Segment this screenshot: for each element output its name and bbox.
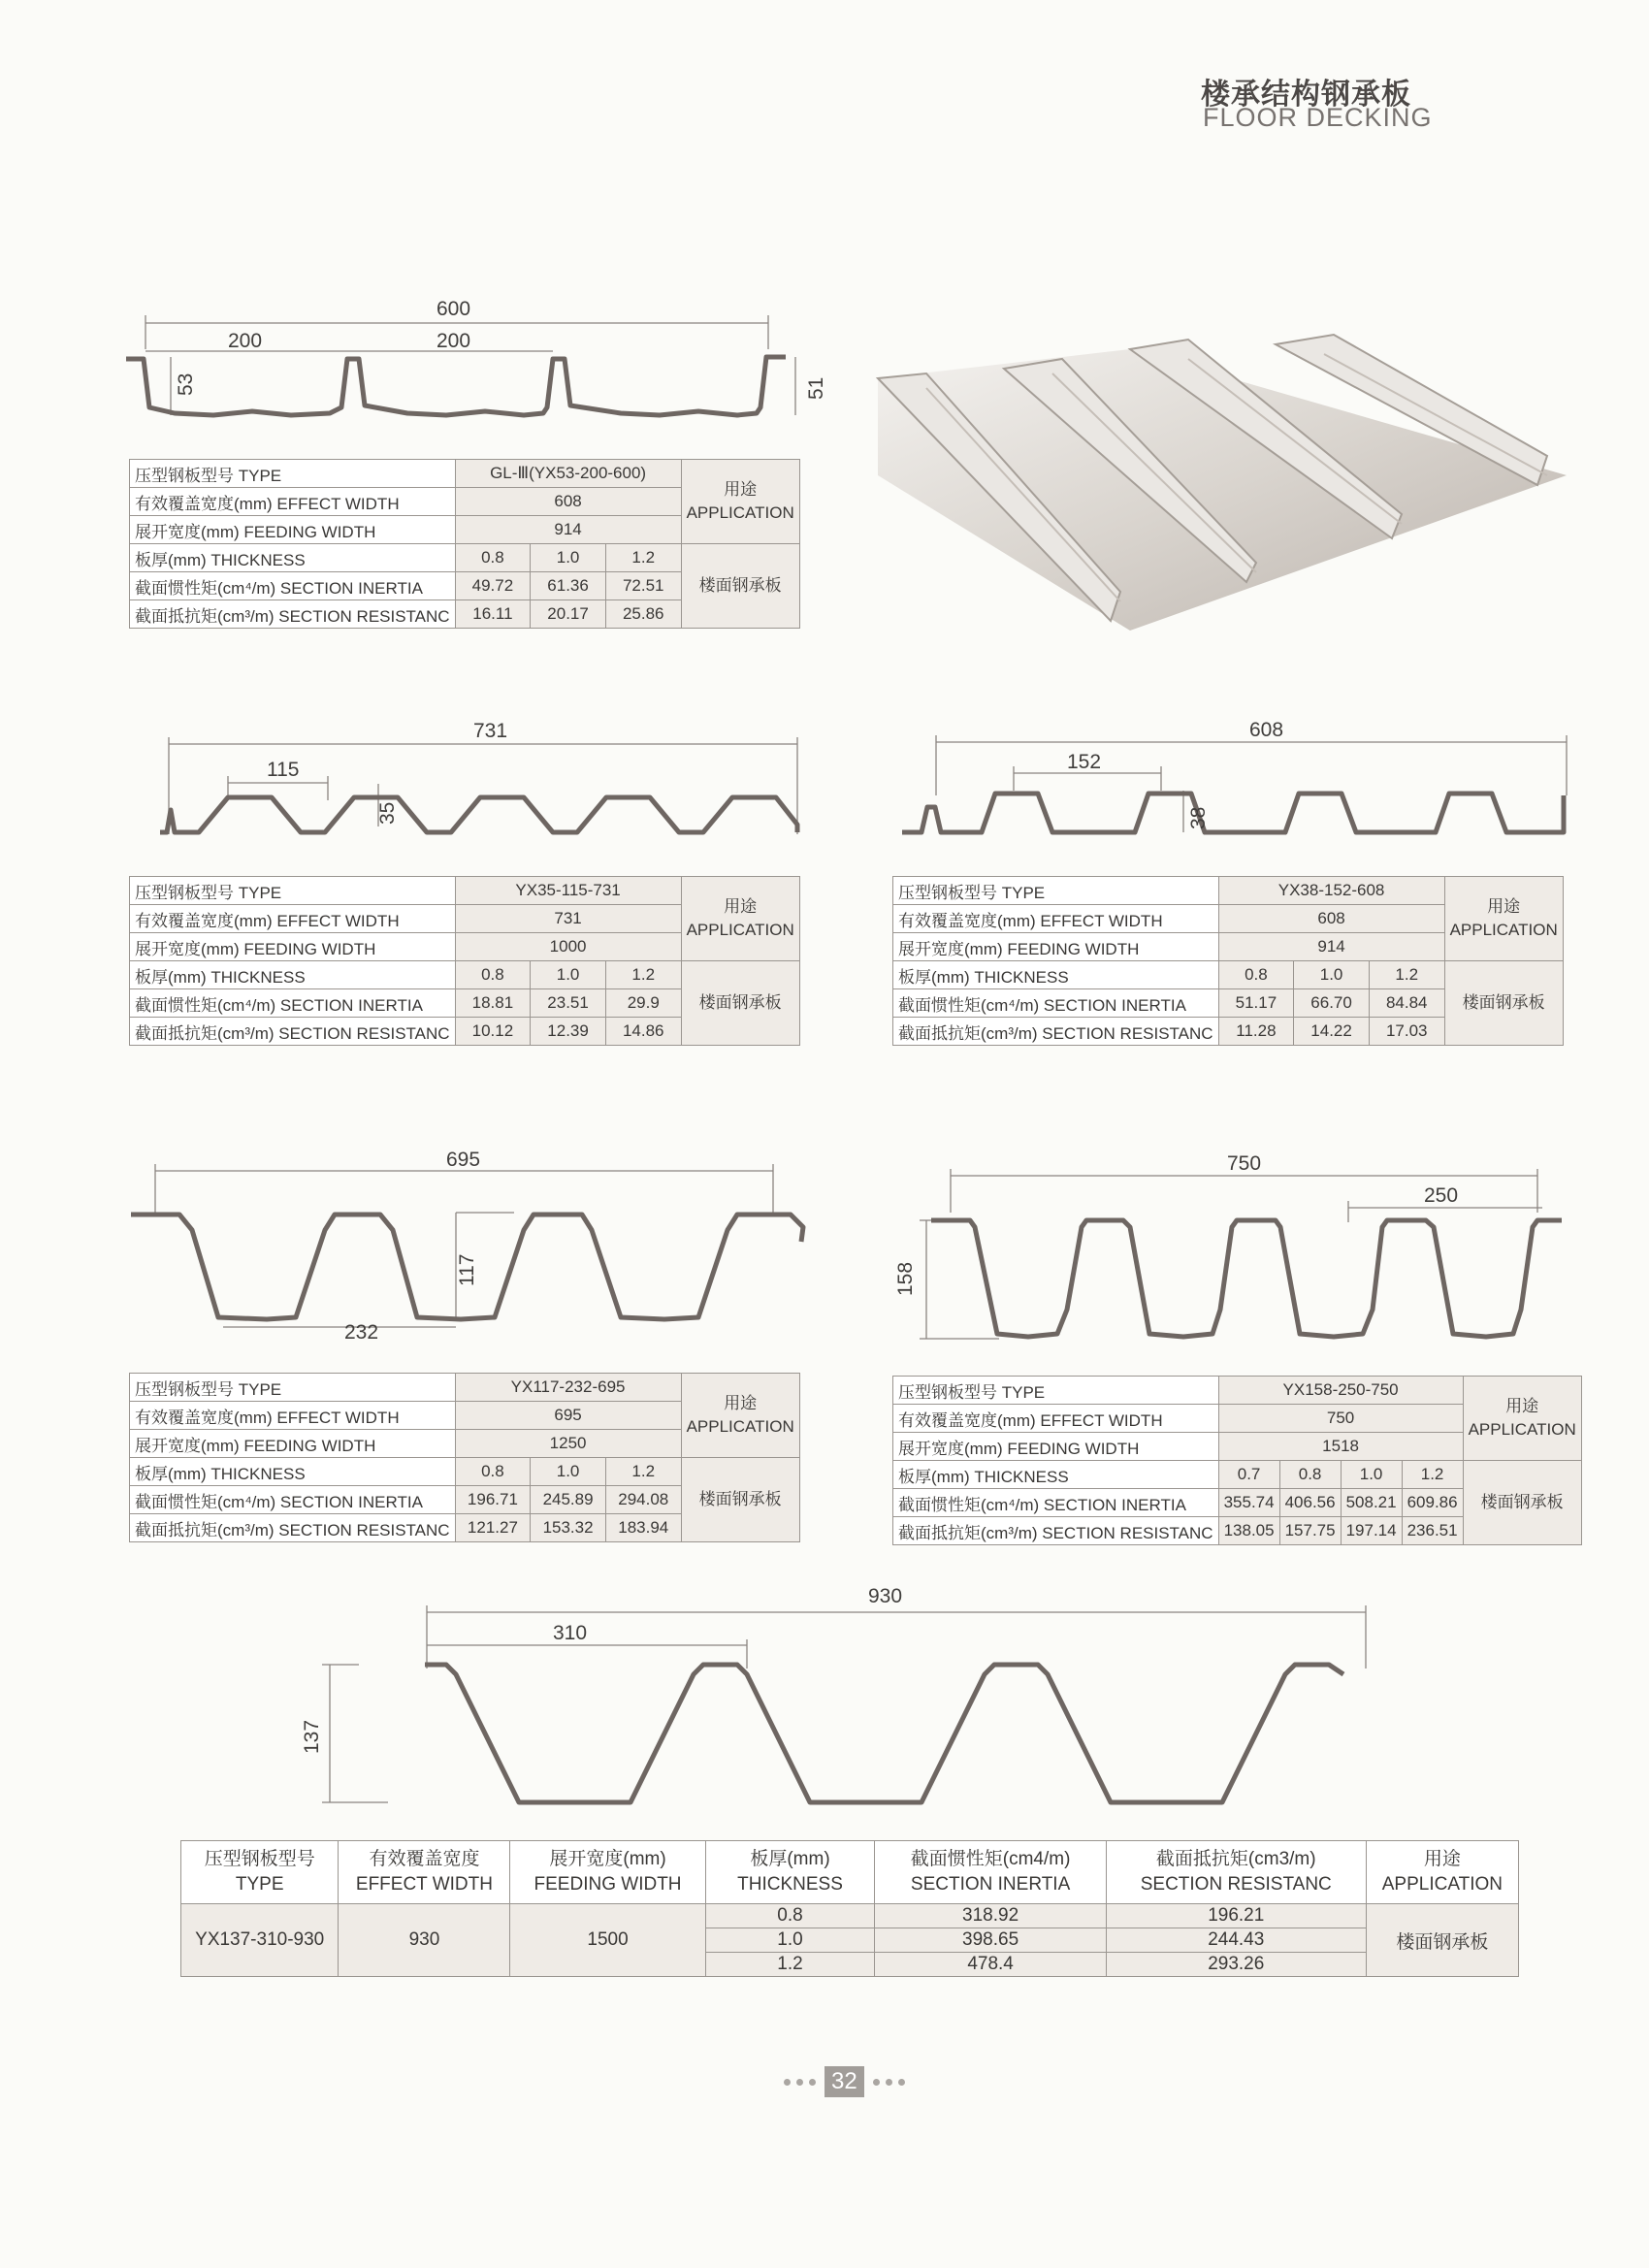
thickness-value: 1.2 (605, 1458, 681, 1486)
inertia-value: 29.9 (605, 989, 681, 1018)
inertia-value: 49.72 (455, 572, 531, 600)
dim-height: 38 (1187, 806, 1210, 829)
dot-icon (898, 2079, 905, 2086)
resistance-value: 293.26 (1106, 1953, 1366, 1977)
thickness-value: 1.2 (1369, 961, 1444, 989)
thickness-value: 1.2 (1402, 1461, 1463, 1489)
dim-height: 35 (376, 801, 399, 825)
resistance-value: 14.22 (1294, 1018, 1370, 1046)
label-thickness: 板厚(mm) THICKNESS (893, 961, 1219, 989)
resistance-value: 17.03 (1369, 1018, 1444, 1046)
dim-pitch-2: 200 (436, 330, 471, 352)
dim-pitch: 115 (267, 759, 300, 781)
page-number (781, 2066, 908, 2097)
feeding-width-value: 914 (1218, 933, 1444, 961)
label-resistance: 截面抵抗矩(cm³/m) SECTION RESISTANC (130, 1018, 456, 1046)
application-label-en: APPLICATION (1449, 921, 1558, 939)
header-en: THICKNESS (737, 1874, 843, 1895)
spec-table-yx38 (892, 876, 1564, 1046)
label-inertia: 截面惯性矩(cm⁴/m) SECTION INERTIA (130, 1486, 456, 1514)
resistance-value: 197.14 (1341, 1517, 1402, 1545)
thickness-value: 1.0 (705, 1928, 875, 1953)
inertia-value: 84.84 (1369, 989, 1444, 1018)
effect-width-value: 731 (455, 905, 681, 933)
application-label-cn: 用途 (724, 1394, 758, 1412)
resistance-value: 138.05 (1218, 1517, 1279, 1545)
thickness-value: 0.7 (1218, 1461, 1279, 1489)
thickness-value: 1.0 (531, 544, 606, 572)
inertia-value: 294.08 (605, 1486, 681, 1514)
header-en: SECTION RESISTANC (1140, 1874, 1332, 1895)
feeding-width-value: 1518 (1218, 1433, 1463, 1461)
spec-table-gl3 (129, 459, 800, 629)
header-cn: 板厚(mm) (750, 1849, 830, 1869)
thickness-value: 0.8 (1279, 1461, 1341, 1489)
dim-width: 750 (1227, 1152, 1262, 1175)
feeding-width-value: 1500 (510, 1904, 705, 1977)
feeding-width-value: 1000 (455, 933, 681, 961)
dim-pitch: 250 (1424, 1184, 1459, 1207)
application-value: 楼面钢承板 (1444, 961, 1563, 1046)
resistance-value: 11.28 (1218, 1018, 1294, 1046)
thickness-value: 0.8 (455, 1458, 531, 1486)
label-type: 压型钢板型号 TYPE (893, 1377, 1219, 1405)
label-thickness: 板厚(mm) THICKNESS (130, 1458, 456, 1486)
label-effect-width: 有效覆盖宽度(mm) EFFECT WIDTH (130, 1402, 456, 1430)
application-label-cn: 用途 (724, 897, 758, 916)
resistance-value: 153.32 (531, 1514, 606, 1542)
header-cn: 展开宽度(mm) (549, 1849, 666, 1869)
dim-height-right: 51 (805, 376, 827, 400)
label-resistance: 截面抵抗矩(cm³/m) SECTION RESISTANC (893, 1018, 1219, 1046)
profile-drawing-yx117 (126, 1149, 824, 1348)
type-value: YX137-310-930 (181, 1904, 339, 1977)
dim-width: 930 (868, 1585, 903, 1607)
spec-table-yx137 (180, 1840, 1519, 1977)
header-en: EFFECT WIDTH (355, 1874, 493, 1895)
label-inertia: 截面惯性矩(cm⁴/m) SECTION INERTIA (893, 989, 1219, 1018)
resistance-value: 236.51 (1402, 1517, 1463, 1545)
resistance-value: 14.86 (605, 1018, 681, 1046)
spec-table-yx35 (129, 876, 800, 1046)
label-inertia: 截面惯性矩(cm⁴/m) SECTION INERTIA (130, 572, 456, 600)
thickness-value: 0.8 (455, 961, 531, 989)
dot-icon (809, 2079, 816, 2086)
thickness-value: 1.0 (531, 1458, 606, 1486)
application-value: 楼面钢承板 (1463, 1461, 1581, 1545)
label-type: 压型钢板型号 TYPE (130, 1374, 456, 1402)
inertia-value: 609.86 (1402, 1489, 1463, 1517)
header-cn: 截面抵抗矩(cm3/m) (1155, 1849, 1316, 1869)
label-resistance: 截面抵抗矩(cm³/m) SECTION RESISTANC (130, 600, 456, 629)
header-cn: 压型钢板型号 (204, 1849, 315, 1869)
dot-icon (796, 2079, 803, 2086)
application-label-cn: 用途 (1505, 1397, 1539, 1415)
inertia-value: 245.89 (531, 1486, 606, 1514)
resistance-value: 10.12 (455, 1018, 531, 1046)
dim-height: 137 (301, 1719, 323, 1754)
thickness-value: 1.2 (605, 544, 681, 572)
spec-table-yx117 (129, 1373, 800, 1542)
application-label-cn: 用途 (1487, 897, 1521, 916)
type-value: YX117-232-695 (455, 1374, 681, 1402)
header-title-en: FLOOR DECKING (1203, 103, 1433, 132)
inertia-value: 398.65 (875, 1928, 1106, 1953)
inertia-value: 66.70 (1294, 989, 1370, 1018)
effect-width-value: 608 (1218, 905, 1444, 933)
feeding-width-value: 914 (455, 516, 681, 544)
label-effect-width: 有效覆盖宽度(mm) EFFECT WIDTH (893, 1405, 1219, 1433)
resistance-value: 183.94 (605, 1514, 681, 1542)
application-label-en: APPLICATION (1468, 1420, 1576, 1439)
effect-width-value: 608 (455, 488, 681, 516)
label-inertia: 截面惯性矩(cm⁴/m) SECTION INERTIA (893, 1489, 1219, 1517)
application-label-en: APPLICATION (686, 921, 794, 939)
inertia-value: 72.51 (605, 572, 681, 600)
profile-drawing-yx137 (301, 1581, 1426, 1814)
dim-height-left: 53 (175, 373, 197, 396)
header-en: TYPE (235, 1874, 284, 1895)
application-value: 楼面钢承板 (681, 961, 799, 1046)
dim-pitch: 310 (553, 1622, 588, 1644)
resistance-value: 157.75 (1279, 1517, 1341, 1545)
inertia-value: 406.56 (1279, 1489, 1341, 1517)
label-effect-width: 有效覆盖宽度(mm) EFFECT WIDTH (130, 905, 456, 933)
effect-width-value: 750 (1218, 1405, 1463, 1433)
label-resistance: 截面抵抗矩(cm³/m) SECTION RESISTANC (130, 1514, 456, 1542)
dim-width: 600 (436, 298, 471, 320)
header-en: SECTION INERTIA (910, 1874, 1071, 1895)
inertia-value: 51.17 (1218, 989, 1294, 1018)
application-value: 楼面钢承板 (1366, 1904, 1518, 1977)
inertia-value: 18.81 (455, 989, 531, 1018)
label-resistance: 截面抵抗矩(cm³/m) SECTION RESISTANC (893, 1517, 1219, 1545)
product-photo (868, 330, 1586, 631)
profile-drawing-yx35 (146, 718, 824, 844)
application-value: 楼面钢承板 (681, 1458, 799, 1542)
thickness-value: 1.0 (531, 961, 606, 989)
label-effect-width: 有效覆盖宽度(mm) EFFECT WIDTH (130, 488, 456, 516)
thickness-value: 1.2 (605, 961, 681, 989)
type-value: YX38-152-608 (1218, 877, 1444, 905)
label-feeding-width: 展开宽度(mm) FEEDING WIDTH (130, 933, 456, 961)
application-label-cn: 用途 (724, 480, 758, 499)
dot-icon (873, 2079, 880, 2086)
dim-width: 608 (1249, 719, 1284, 741)
profile-drawing-yx158 (892, 1154, 1591, 1348)
label-feeding-width: 展开宽度(mm) FEEDING WIDTH (893, 1433, 1219, 1461)
thickness-value: 0.8 (455, 544, 531, 572)
header-en: FEEDING WIDTH (534, 1874, 682, 1895)
resistance-value: 244.43 (1106, 1928, 1366, 1953)
resistance-value: 25.86 (605, 600, 681, 629)
header-cn: 用途 (1423, 1849, 1461, 1869)
feeding-width-value: 1250 (455, 1430, 681, 1458)
inertia-value: 196.71 (455, 1486, 531, 1514)
label-inertia: 截面惯性矩(cm⁴/m) SECTION INERTIA (130, 989, 456, 1018)
inertia-value: 23.51 (531, 989, 606, 1018)
label-thickness: 板厚(mm) THICKNESS (130, 544, 456, 572)
application-label-en: APPLICATION (686, 1417, 794, 1436)
header-title-cn: 楼承结构钢承板 (1201, 79, 1411, 111)
dim-height: 158 (894, 1261, 917, 1296)
resistance-value: 12.39 (531, 1018, 606, 1046)
label-feeding-width: 展开宽度(mm) FEEDING WIDTH (130, 516, 456, 544)
dim-width: 731 (473, 720, 508, 742)
resistance-value: 16.11 (455, 600, 531, 629)
inertia-value: 478.4 (875, 1953, 1106, 1977)
thickness-value: 0.8 (1218, 961, 1294, 989)
dim-height: 117 (456, 1253, 478, 1286)
resistance-value: 121.27 (455, 1514, 531, 1542)
dim-width: 695 (446, 1149, 481, 1171)
dim-trough: 232 (344, 1321, 379, 1344)
dot-icon (886, 2079, 892, 2086)
thickness-value: 1.0 (1341, 1461, 1402, 1489)
type-value: YX35-115-731 (455, 877, 681, 905)
profile-drawing-gl3 (116, 291, 827, 437)
label-type: 压型钢板型号 TYPE (893, 877, 1219, 905)
inertia-value: 355.74 (1218, 1489, 1279, 1517)
type-value: GL-Ⅲ(YX53-200-600) (455, 460, 681, 488)
resistance-value: 196.21 (1106, 1904, 1366, 1928)
label-effect-width: 有效覆盖宽度(mm) EFFECT WIDTH (893, 905, 1219, 933)
thickness-value: 0.8 (705, 1904, 875, 1928)
thickness-value: 1.2 (705, 1953, 875, 1977)
dim-pitch-1: 200 (228, 330, 263, 352)
header-cn: 有效覆盖宽度 (369, 1849, 480, 1869)
thickness-value: 1.0 (1294, 961, 1370, 989)
label-thickness: 板厚(mm) THICKNESS (893, 1461, 1219, 1489)
label-feeding-width: 展开宽度(mm) FEEDING WIDTH (130, 1430, 456, 1458)
header-en: APPLICATION (1381, 1874, 1503, 1895)
header-cn: 截面惯性矩(cm4/m) (910, 1849, 1071, 1869)
application-value: 楼面钢承板 (681, 544, 799, 629)
inertia-value: 61.36 (531, 572, 606, 600)
effect-width-value: 930 (339, 1904, 510, 1977)
label-thickness: 板厚(mm) THICKNESS (130, 961, 456, 989)
spec-table-yx158 (892, 1376, 1582, 1545)
type-value: YX158-250-750 (1218, 1377, 1463, 1405)
page-number-label: 32 (824, 2066, 864, 2097)
profile-drawing-yx38 (892, 718, 1591, 844)
dim-pitch: 152 (1067, 751, 1102, 773)
label-feeding-width: 展开宽度(mm) FEEDING WIDTH (893, 933, 1219, 961)
application-label-en: APPLICATION (686, 503, 794, 522)
resistance-value: 20.17 (531, 600, 606, 629)
label-type: 压型钢板型号 TYPE (130, 460, 456, 488)
inertia-value: 508.21 (1341, 1489, 1402, 1517)
label-type: 压型钢板型号 TYPE (130, 877, 456, 905)
inertia-value: 318.92 (875, 1904, 1106, 1928)
effect-width-value: 695 (455, 1402, 681, 1430)
dot-icon (784, 2079, 791, 2086)
